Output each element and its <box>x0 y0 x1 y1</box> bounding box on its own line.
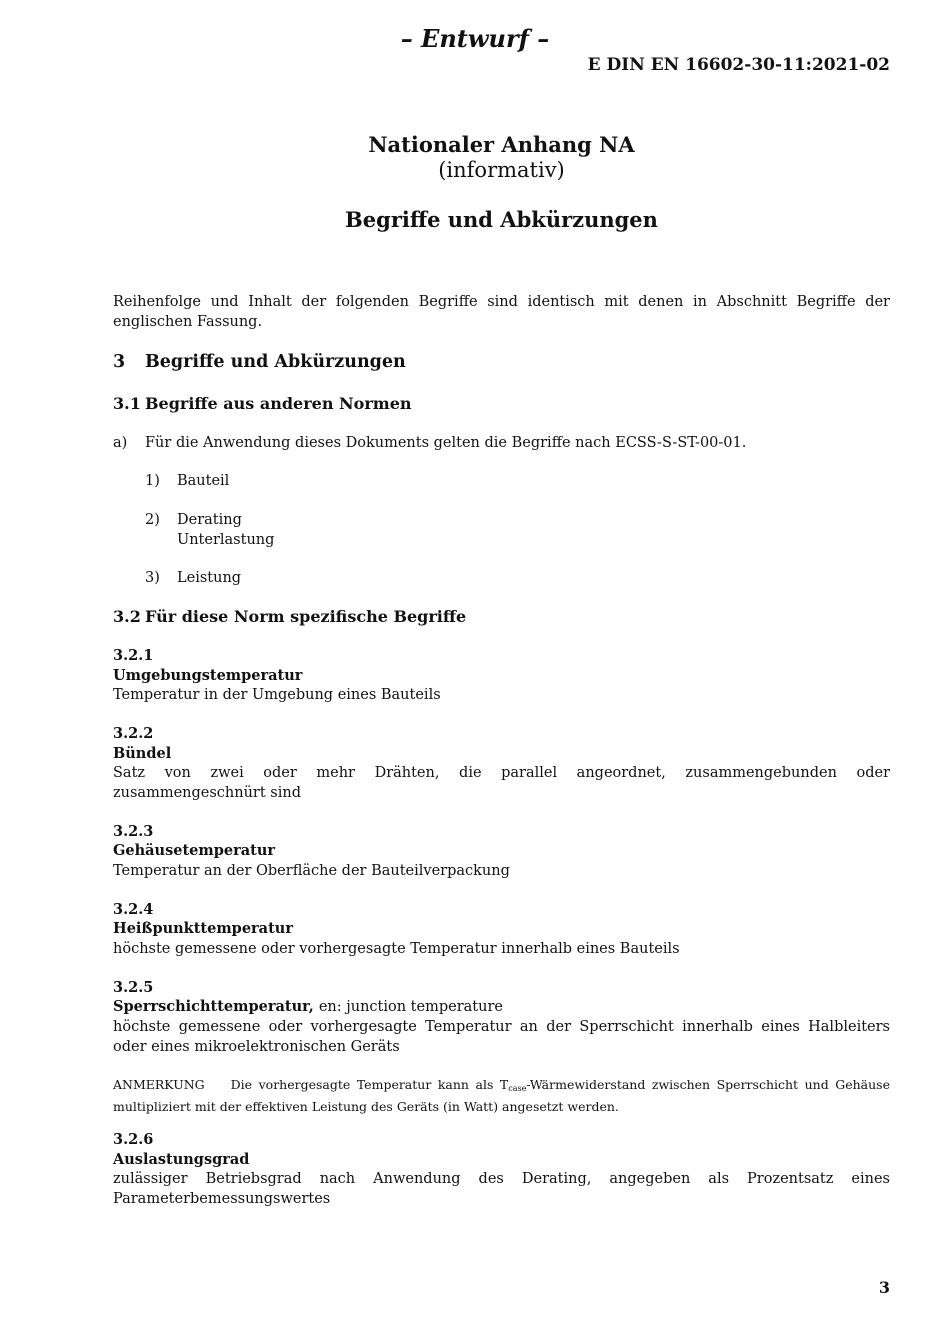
term-name <box>113 997 503 1017</box>
term-note <box>113 1076 890 1116</box>
section-title: Begriffe aus anderen Normen <box>145 394 412 413</box>
list-text: Leistung <box>177 570 242 586</box>
annex-type: (informativ) <box>438 158 565 182</box>
term-definition: Temperatur an der Oberfläche der Bauteilverpackung <box>113 863 510 879</box>
term-number: 3.2.3 <box>113 823 154 840</box>
list-text: Bauteil <box>177 473 230 489</box>
list-label: 2) <box>145 512 160 528</box>
section-title: Für diese Norm spezifische Begriffe <box>145 607 467 626</box>
annex-title: Nationaler Anhang NA <box>368 132 635 157</box>
list-item <box>145 510 745 550</box>
term-number: 3.2.4 <box>113 901 154 918</box>
section-title: Begriffe und Abkürzungen <box>145 352 406 372</box>
list-item-a <box>113 433 890 453</box>
list-text: Derating <box>177 512 242 528</box>
annex-heading: Begriffe und Abkürzungen <box>345 207 658 232</box>
section-number: 3 <box>113 352 126 372</box>
section-3-1-heading <box>113 394 412 413</box>
term-number: 3.2.6 <box>113 1131 154 1148</box>
section-number: 3.2 <box>113 607 141 626</box>
document-id: E DIN EN 16602-30-11:2021-02 <box>587 55 890 75</box>
intro-paragraph: Reihenfolge und Inhalt der folgenden Begriffe sind identisch mit denen in Abschnitt Begriffe der englischen Fassung. <box>113 294 890 330</box>
term-definition: höchste gemessene oder vorhergesagte Temperatur an der Sperrschicht innerhalb eines Halbleiters oder eines mikroelektronischen Geräts <box>113 1019 890 1055</box>
list-label: 3) <box>145 570 160 586</box>
term-name-en: en: junction temperature <box>318 999 503 1015</box>
list-item <box>145 471 745 491</box>
note-text-before: Die vorhergesagte Temperatur kann als T <box>230 1077 509 1092</box>
note-text-after: -Wärmewiderstand zwischen Sperrschicht und Gehäuse multipliziert mit der effektiven Leistung des Geräts (in Watt) angesetzt werden. <box>113 1077 890 1114</box>
term-name-de: Sperrschichttemperatur, <box>113 998 314 1015</box>
note-subscript: case <box>508 1084 527 1093</box>
term-name: Bündel <box>113 745 172 762</box>
list-item <box>145 568 745 588</box>
list-text: Für die Anwendung dieses Dokuments gelten die Begriffe nach ECSS-S-ST-00-01. <box>145 435 747 451</box>
section-3-2-heading <box>113 607 466 626</box>
term-name: Auslastungsgrad <box>113 1151 250 1168</box>
term-number: 3.2.1 <box>113 647 154 664</box>
term-number: 3.2.5 <box>113 979 154 996</box>
term-definition: Temperatur in der Umgebung eines Bauteils <box>113 687 441 703</box>
term-definition: Satz von zwei oder mehr Drähten, die parallel angeordnet, zusammengebunden oder zusammengeschnürt sind <box>113 765 890 801</box>
list-label: 1) <box>145 473 160 489</box>
term-definition: zulässiger Betriebsgrad nach Anwendung des Derating, angegeben als Prozentsatz eines Parameterbemessungswertes <box>113 1171 890 1207</box>
section-3-heading <box>113 352 406 372</box>
list-label: a) <box>113 435 128 451</box>
term-name: Umgebungstemperatur <box>113 667 303 684</box>
term-name: Gehäusetemperatur <box>113 842 276 859</box>
term-definition: höchste gemessene oder vorhergesagte Temperatur innerhalb eines Bauteils <box>113 941 680 957</box>
term-name: Heißpunkttemperatur <box>113 920 293 937</box>
draft-label: – Entwurf – <box>400 24 550 53</box>
section-number: 3.1 <box>113 394 141 413</box>
note-label: ANMERKUNG <box>113 1077 205 1092</box>
page-number: 3 <box>878 1278 890 1297</box>
list-text-translation: Unterlastung <box>177 532 275 548</box>
term-number: 3.2.2 <box>113 725 154 742</box>
